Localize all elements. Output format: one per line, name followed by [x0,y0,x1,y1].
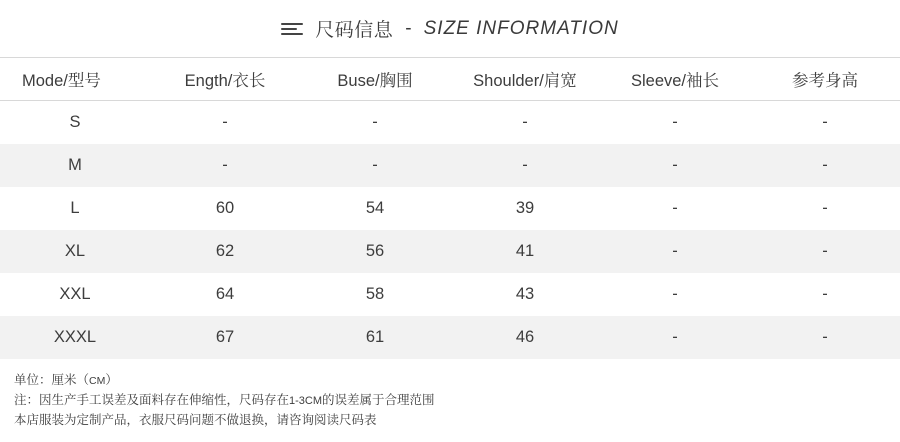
cell-size: M [0,144,150,187]
cell-bust: 56 [300,230,450,273]
cell-size: XXXL [0,316,150,359]
cell-height: - [822,285,828,303]
cell-length: 60 [215,199,235,217]
table-row [0,230,900,273]
cell-sleeve: - [672,285,678,303]
cell-length: 62 [150,230,300,273]
column-header-model: Mode/型号 [0,58,150,101]
table-row [0,316,900,359]
cell-height: - [822,113,828,131]
cell-shoulder: 41 [450,230,600,273]
cell-sleeve: - [672,199,678,217]
cell-shoulder: 43 [515,285,535,303]
size-table [0,57,900,359]
title-chinese: 尺码信息 [315,20,394,41]
page-title [0,0,900,57]
cell-height: - [822,199,828,217]
cell-size: S [69,113,81,131]
cell-size: XL [0,230,150,273]
note-tolerance-prefix: 注：因生产手工误差及面料存在伸缩性，尺码存在 [14,393,290,407]
note-tolerance-suffix: 的误差属于合理范围 [322,393,435,407]
note-unit-cm: CM [89,375,106,387]
cell-bust: 58 [365,285,385,303]
cell-size: XXL [59,285,91,303]
cell-shoulder: 46 [450,316,600,359]
column-header-height: 参考身高 [750,58,900,101]
cell-sleeve: - [672,113,678,131]
column-header-shoulder: Shoulder/肩宽 [450,58,600,101]
cell-sleeve: - [600,316,750,359]
cell-height: - [750,144,900,187]
table-row [0,144,900,187]
cell-sleeve: - [600,144,750,187]
notes-section [0,359,900,430]
note-unit-prefix: 单位：厘米（ [14,373,90,387]
column-header-bust: Buse/胸围 [300,58,450,101]
note-tolerance [14,391,886,411]
cell-bust: 61 [300,316,450,359]
cell-sleeve: - [600,230,750,273]
cell-shoulder: - [522,113,528,131]
table-row [0,187,900,230]
cell-shoulder: - [450,144,600,187]
table-row [0,101,900,145]
column-header-length: Ength/衣长 [150,58,300,101]
cell-bust: - [300,144,450,187]
title-english: SIZE INFORMATION [423,17,619,39]
cell-size: L [70,199,80,217]
note-return-policy: 本店服装为定制产品，衣服尺码问题不做退换，请咨询阅读尺码表 [14,413,377,427]
cell-length: 67 [150,316,300,359]
table-row [0,273,900,316]
cell-length: - [150,144,300,187]
cell-length: 64 [215,285,235,303]
note-unit-suffix: ） [105,373,118,387]
cell-shoulder: 39 [515,199,535,217]
note-unit [14,371,886,391]
table-body [0,101,900,360]
cell-bust: - [372,113,378,131]
cell-bust: 54 [365,199,385,217]
column-header-sleeve: Sleeve/袖长 [600,58,750,101]
title-separator: - [405,17,412,39]
table-header-row [0,58,900,101]
list-lines-icon [281,20,303,38]
cell-height: - [750,316,900,359]
cell-length: - [222,113,228,131]
cell-height: - [750,230,900,273]
note-tolerance-range: 1-3CM [289,395,323,407]
table-header [0,58,900,101]
